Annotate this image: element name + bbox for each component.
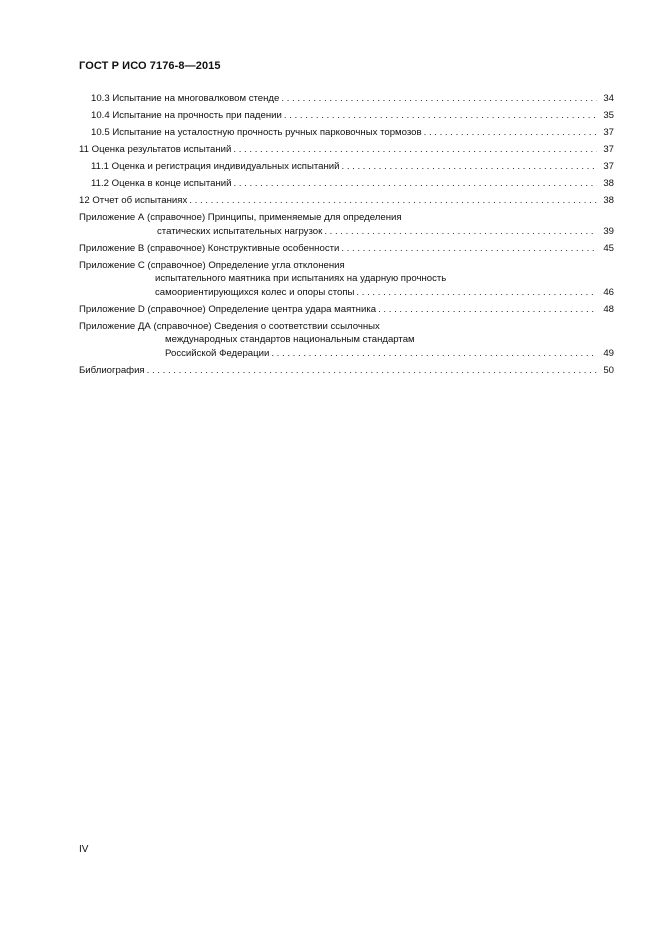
toc-entry-title: 10.5 Испытание на усталостную прочность ручных парковочных тормозов [91,127,422,138]
toc-entry-title: Библиография [79,364,145,376]
dot-leader [378,303,597,317]
dot-leader [233,143,597,157]
toc-entry-title: Приложение ДА (справочное) Сведения о соответствии ссылочных [79,320,380,332]
standard-designation: ГОСТ Р ИСО 7176-8—2015 [79,60,221,72]
toc-entry-page: 50 [603,364,614,376]
page-number: IV [79,844,89,855]
toc-entry-title: 10.4 Испытание на прочность при падении [91,110,282,121]
dot-leader [341,160,597,174]
toc-entry-page: 45 [603,242,614,254]
dot-leader [424,126,597,140]
toc-entry-appendix-b[interactable] [79,242,614,256]
toc-entry-title: 11 Оценка результатов испытаний [79,144,232,155]
toc-entry-title-continuation: самоориентирующихся колес и опоры стопы [155,286,355,298]
dot-leader [271,347,597,361]
toc-entry-page: 35 [603,110,614,121]
toc-entry-title: Приложение А (справочное) Принципы, применяемые для определения [79,212,402,223]
toc-entry-title: 11.1 Оценка и регистрация индивидуальных испытаний [91,161,340,172]
toc-entry-page: 38 [603,195,614,206]
table-of-contents [79,92,614,377]
dot-leader [234,177,598,191]
toc-entry-10-4[interactable] [79,109,614,123]
toc-entry-page: 34 [603,93,614,104]
toc-entry-title: Приложение D (справочное) Определение центра удара маятника [79,303,377,315]
dot-leader [284,109,597,123]
dot-leader [147,364,597,378]
toc-entry-11-2[interactable] [79,177,614,191]
dot-leader [341,242,597,256]
toc-entry-title-continuation: международных стандартов национальным стандартам [165,334,415,345]
page-footer [79,844,88,855]
toc-entry-page: 49 [603,347,614,359]
toc-entry-bibliography[interactable] [79,364,614,378]
toc-entry-appendix-a[interactable] [79,211,614,238]
dot-leader [189,194,597,208]
toc-entry-title: 10.3 Испытание на многовалковом стенде [91,93,280,104]
toc-entry-page: 37 [603,144,614,155]
dot-leader [356,286,597,300]
toc-entry-10-3[interactable] [79,92,614,106]
toc-entry-appendix-c[interactable] [79,259,614,300]
toc-entry-11-1[interactable] [79,160,614,174]
toc-entry-12[interactable] [79,194,614,208]
toc-entry-appendix-da[interactable] [79,320,614,361]
toc-entry-title-continuation: Российской Федерации [165,347,270,359]
toc-entry-page: 37 [603,127,614,138]
toc-entry-title: 11.2 Оценка в конце испытаний [91,178,232,189]
toc-entry-title: Приложение В (справочное) Конструктивные особенности [79,242,340,254]
toc-entry-title-continuation: испытательного маятника при испытаниях на ударную прочность [155,273,447,284]
dot-leader [324,225,597,239]
document-header [79,60,221,72]
toc-entry-10-5[interactable] [79,126,614,140]
toc-entry-11[interactable] [79,143,614,157]
toc-entry-title: Приложение С (справочное) Определение угла отклонения [79,259,345,271]
toc-entry-page: 48 [603,303,614,315]
toc-entry-page: 39 [603,225,614,237]
toc-entry-page: 46 [603,286,614,298]
toc-entry-title: 12 Отчет об испытаниях [79,195,188,206]
dot-leader [281,92,597,106]
toc-entry-page: 38 [603,178,614,189]
toc-entry-title-continuation: статических испытательных нагрузок [157,225,323,237]
toc-entry-page: 37 [603,161,614,172]
toc-entry-appendix-d[interactable] [79,303,614,317]
